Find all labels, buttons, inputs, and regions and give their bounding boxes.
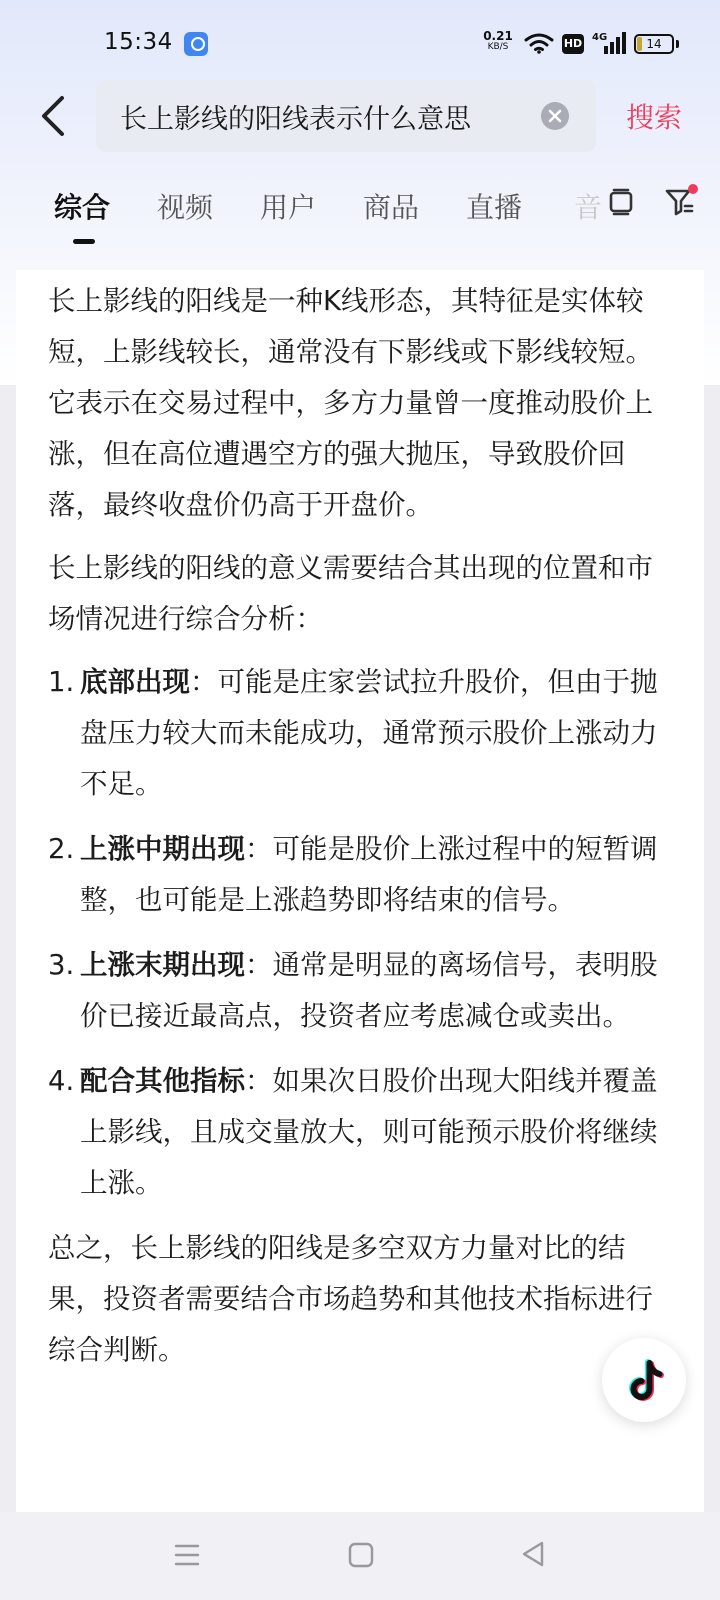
answer-lead: 长上影线的阳线的意义需要结合其出现的位置和市场情况进行综合分析： bbox=[48, 552, 653, 635]
network-speed-unit: KB/S bbox=[487, 42, 509, 52]
search-button[interactable]: 搜索 bbox=[626, 101, 683, 134]
answer-content bbox=[48, 276, 678, 1388]
menu-icon[interactable] bbox=[174, 1542, 200, 1568]
filter-icon[interactable] bbox=[664, 184, 700, 218]
battery-icon bbox=[634, 34, 674, 54]
list-item-text: ：通常是明显的离场信号，表明股价已接近最高点，投资者应考虑减仓或卖出。 bbox=[80, 949, 658, 1032]
floating-app-button[interactable] bbox=[602, 1338, 686, 1422]
nav-back-icon[interactable] bbox=[520, 1540, 546, 1568]
tab-video[interactable]: 视频 bbox=[157, 191, 214, 224]
tab-products[interactable]: 商品 bbox=[363, 191, 420, 224]
back-button[interactable] bbox=[36, 94, 76, 138]
list-item-text: ：可能是股价上涨过程中的短暂调整，也可能是上涨趋势即将结束的信号。 bbox=[80, 833, 658, 916]
hd-icon: HD bbox=[562, 34, 584, 54]
tiktok-logo-icon bbox=[622, 1356, 668, 1404]
wifi-icon bbox=[524, 32, 554, 54]
list-number: 2. bbox=[48, 833, 75, 865]
list-number: 4. bbox=[48, 1065, 75, 1097]
answer-card bbox=[16, 270, 704, 1512]
tab-overflow[interactable]: 音 bbox=[574, 191, 603, 224]
status-bar bbox=[0, 0, 720, 90]
list-item-text: ：可能是庄家尝试拉升股价，但由于抛盘压力较大而未能成功，通常预示股价上涨动力不足。 bbox=[80, 666, 658, 800]
list-number: 1. bbox=[48, 666, 75, 698]
battery-level: 14 bbox=[646, 37, 662, 51]
system-nav-bar bbox=[0, 1512, 720, 1600]
signal-icon bbox=[592, 30, 628, 56]
network-speed-value: 0.21 bbox=[483, 29, 513, 43]
list-item-title: 底部出现 bbox=[80, 666, 190, 698]
tab-users[interactable]: 用户 bbox=[260, 191, 317, 224]
home-icon[interactable] bbox=[348, 1542, 374, 1568]
list-item bbox=[48, 824, 678, 926]
battery-cap bbox=[676, 40, 679, 48]
clear-search-button[interactable] bbox=[541, 102, 569, 130]
list-item-title: 配合其他指标 bbox=[80, 1065, 245, 1097]
tab-live[interactable]: 直播 bbox=[466, 191, 523, 224]
chevron-left-icon bbox=[36, 94, 76, 138]
answer-list bbox=[48, 657, 678, 1209]
list-item-title: 上涨中期出现 bbox=[80, 833, 245, 865]
notification-app-icon bbox=[184, 32, 208, 56]
layout-switch-icon[interactable] bbox=[608, 188, 634, 216]
clear-icon bbox=[541, 102, 569, 130]
list-number: 3. bbox=[48, 949, 75, 981]
list-item bbox=[48, 657, 678, 810]
search-input[interactable] bbox=[120, 80, 520, 152]
list-item bbox=[48, 940, 678, 1042]
list-item-title: 上涨末期出现 bbox=[80, 949, 245, 981]
answer-conclusion: 总之，长上影线的阳线是多空双方力量对比的结果，投资者需要结合市场趋势和其他技术指标进行综合判断。 bbox=[48, 1232, 653, 1366]
list-item-text: ：如果次日股价出现大阳线并覆盖上影线，且成交量放大，则可能预示股价将继续上涨。 bbox=[80, 1065, 658, 1199]
list-item bbox=[48, 1056, 678, 1209]
active-tab-indicator bbox=[73, 239, 95, 244]
search-box bbox=[96, 80, 596, 152]
tab-general[interactable]: 综合 bbox=[54, 191, 111, 224]
answer-intro: 长上影线的阳线是一种K线形态，其特征是实体较短，上影线较长，通常没有下影线或下影线较短。它表示在交易过程中，多方力量曾一度推动股价上涨，但在高位遭遇空方的强大抛压，导致股价回落，最终收盘价仍高于开盘价。 bbox=[48, 285, 653, 521]
network-type-label: 4G bbox=[592, 32, 608, 43]
status-time: 15:34 bbox=[104, 29, 173, 55]
network-speed bbox=[480, 30, 516, 53]
